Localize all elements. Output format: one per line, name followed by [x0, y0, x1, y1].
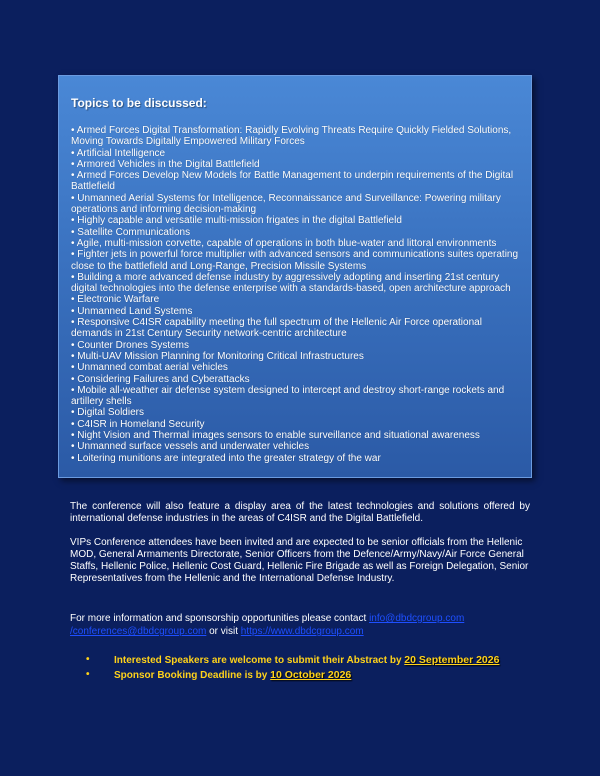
deadline-text: Interested Speakers are welcome to submit their Abstract by [114, 655, 405, 666]
display-area-paragraph: The conference will also feature a display area of the latest technologies and solutions offered by international defense industries in the areas of C4ISR and the Digital Battlefield. [70, 501, 530, 524]
topic-item: • Digital Soldiers [71, 407, 144, 419]
topics-title: Topics to be discussed: [71, 96, 207, 110]
topic-item: • Highly capable and versatile multi-mission frigates in the digital Battlefield [71, 215, 402, 227]
topic-item: • Armed Forces Digital Transformation: Rapidly Evolving Threats Require Quickly Fielded Solutions, Moving Towards Digitally Empowered Military Forces [71, 125, 512, 148]
topics-list [71, 125, 519, 464]
topic-item: • Night Vision and Thermal images sensors to enable surveillance and situational awareness [71, 430, 480, 442]
deadline-date: 10 October 2026 [270, 669, 352, 681]
topic-item: • Unmanned Aerial Systems for Intelligence, Reconnaissance and Surveillance: Powering military operations and informing decision-making [71, 192, 501, 216]
topic-item: • Multi-UAV Mission Planning for Monitoring Critical Infrastructures [71, 350, 364, 362]
topic-item: • Unmanned combat aerial vehicles [71, 362, 228, 374]
deadline-item [86, 668, 499, 683]
deadline-item [86, 653, 499, 668]
topic-item: • Artificial Intelligence [71, 147, 166, 159]
deadline-text: Sponsor Booking Deadline is by [114, 670, 271, 681]
topic-item: • Mobile all-weather air defense system designed to intercept and destroy short-range rockets and artillery shells [71, 384, 505, 408]
topic-item: • Armored Vehicles in the Digital Battlefield [71, 158, 260, 170]
bullet: • [86, 654, 90, 665]
topic-item: • Unmanned surface vessels and underwater vehicles [71, 441, 310, 453]
topic-item: • Electronic Warfare [71, 294, 160, 306]
topic-item: • Satellite Communications [71, 226, 191, 238]
bullet: • [86, 669, 90, 680]
topic-item: • Agile, multi-mission corvette, capable of operations in both blue-water and littoral environments [71, 237, 497, 249]
contact-prefix: For more information and sponsorship opportunities please contact [70, 613, 370, 624]
email-link[interactable]: info@dbdcgroup.com /conferences@dbdcgroup.com [70, 613, 465, 637]
vips-paragraph: VIPs Conference attendees have been invited and are expected to be senior officials from the Hellenic MOD, General Armaments Directorate, Senior Officers from the Defence/Army/Navy/Air Force General Staffs, Hellenic Police, Hellenic Cost Guard, Hellenic Fire Brigade as well as Foreign Delegation, Senior Representatives from the Hellenic and the International Defense Industry. [70, 537, 529, 584]
topics-box [58, 75, 532, 478]
topic-item: • Considering Failures and Cyberattacks [71, 373, 250, 385]
contact-paragraph [70, 612, 530, 638]
contact-middle: or visit [206, 626, 241, 637]
website-link[interactable]: https://www.dbdcgroup.com [240, 626, 364, 637]
topic-item: • Building a more advanced defense industry by aggressively adopting and inserting 21st century digital technologies into the defense enterprise with a standards-based, open architecture approach [71, 271, 511, 295]
topic-item: • Fighter jets in powerful force multiplier with advanced sensors and communications suites operating close to the battlefield and Long-Range, Precision Missile Systems [71, 249, 519, 272]
topic-item: • Armed Forces Develop New Models for Battle Management to underpin requirements of the Digital Battlefield [71, 170, 514, 193]
topic-item: • Responsive C4ISR capability meeting the full spectrum of the Hellenic Air Force operational demands in 21st Century Security network-centric architecture [71, 317, 482, 340]
deadline-date: 20 September 2026 [404, 654, 500, 666]
deadlines-list [86, 653, 499, 683]
topic-item: • Counter Drones Systems [71, 339, 189, 351]
topic-item: • Unmanned Land Systems [71, 305, 193, 317]
topic-item: • C4ISR in Homeland Security [71, 418, 205, 430]
topic-item: • Loitering munitions are integrated into the greater strategy of the war [71, 452, 381, 464]
